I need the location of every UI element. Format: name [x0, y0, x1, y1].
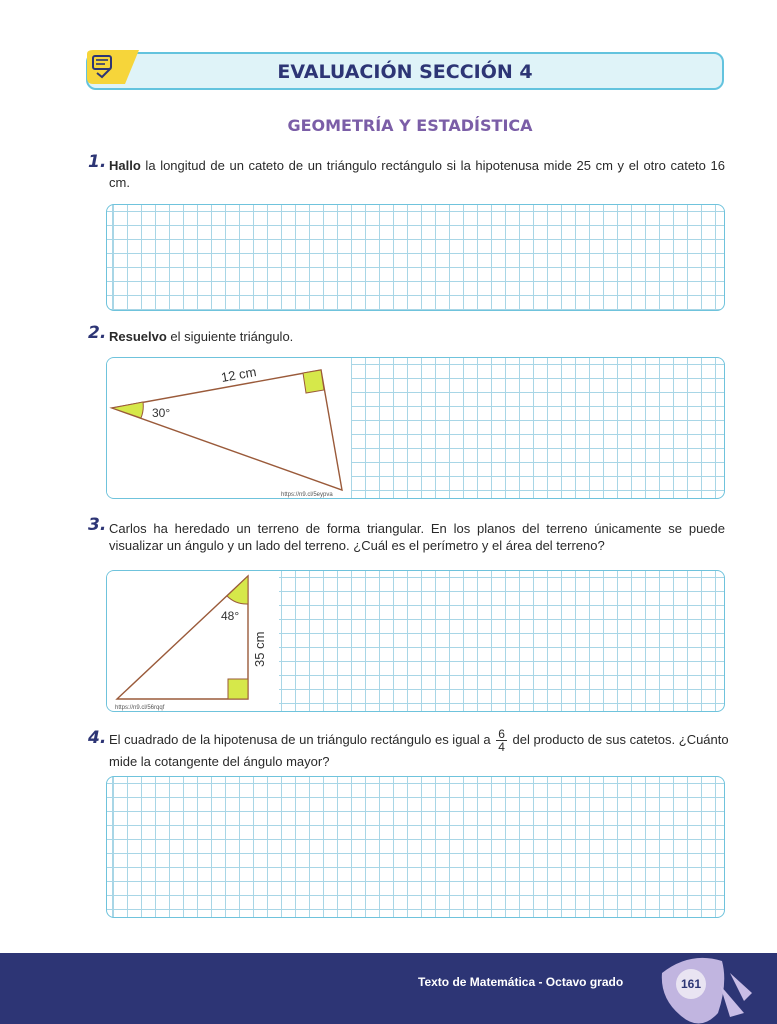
question-number: 2.: [88, 323, 107, 343]
certificate-check-icon: [83, 48, 143, 86]
question-4: [88, 727, 729, 771]
question-3: [88, 515, 725, 554]
answer-grid-2[interactable]: [106, 357, 725, 499]
question-2: [88, 323, 725, 345]
question-text-after: del producto de sus catetos. ¿Cuánto mide la cotangente del ángulo mayor?: [109, 731, 729, 769]
answer-grid-3[interactable]: [106, 570, 725, 712]
fraction: [496, 728, 507, 753]
question-text: la longitud de un cateto de un triángulo rectángulo si la hipotenusa mide 25 cm y el otro cateto 16 cm.: [109, 158, 725, 190]
answer-grid-1[interactable]: [106, 204, 725, 311]
footer-book-title: Texto de Matemática - Octavo grado: [418, 975, 624, 989]
answer-grid-4[interactable]: [106, 776, 725, 918]
side-label: 35 cm: [252, 631, 267, 667]
question-lead: Hallo: [109, 158, 141, 173]
angle-label: 48°: [221, 609, 240, 623]
question-number: 4.: [88, 728, 107, 748]
side-label: 12 cm: [219, 364, 258, 385]
page-subtitle: GEOMETRÍA Y ESTADÍSTICA: [287, 116, 533, 135]
figure-credit: https://n9.cl/56rqqf: [115, 705, 165, 711]
question-lead: Resuelvo: [109, 329, 167, 344]
question-text: Carlos ha heredado un terreno de forma triangular. En los planos del terreno únicamente se puede visualizar un ángulo y un lado del terreno. ¿Cuál es el perímetro y el área del terreno?: [109, 521, 725, 553]
angle-label: 30°: [152, 406, 171, 420]
question-number: 1.: [88, 152, 107, 172]
figure-credit: https://n9.cl/5eypva: [281, 492, 333, 498]
fraction-denominator: 4: [498, 740, 505, 754]
triangle-figure-3: [107, 571, 279, 711]
question-1: [88, 152, 725, 191]
triangle-figure-2: [107, 358, 351, 498]
section-header: [86, 52, 724, 90]
page-number: 161: [676, 969, 706, 999]
rocket-icon: [660, 953, 760, 1024]
question-text-before: El cuadrado de la hipotenusa de un triángulo rectángulo es igual a: [109, 731, 495, 747]
section-title: EVALUACIÓN SECCIÓN 4: [277, 61, 533, 83]
fraction-numerator: 6: [498, 727, 505, 741]
question-number: 3.: [88, 515, 107, 535]
question-text: el siguiente triángulo.: [166, 329, 294, 344]
page-footer: [0, 953, 777, 1024]
